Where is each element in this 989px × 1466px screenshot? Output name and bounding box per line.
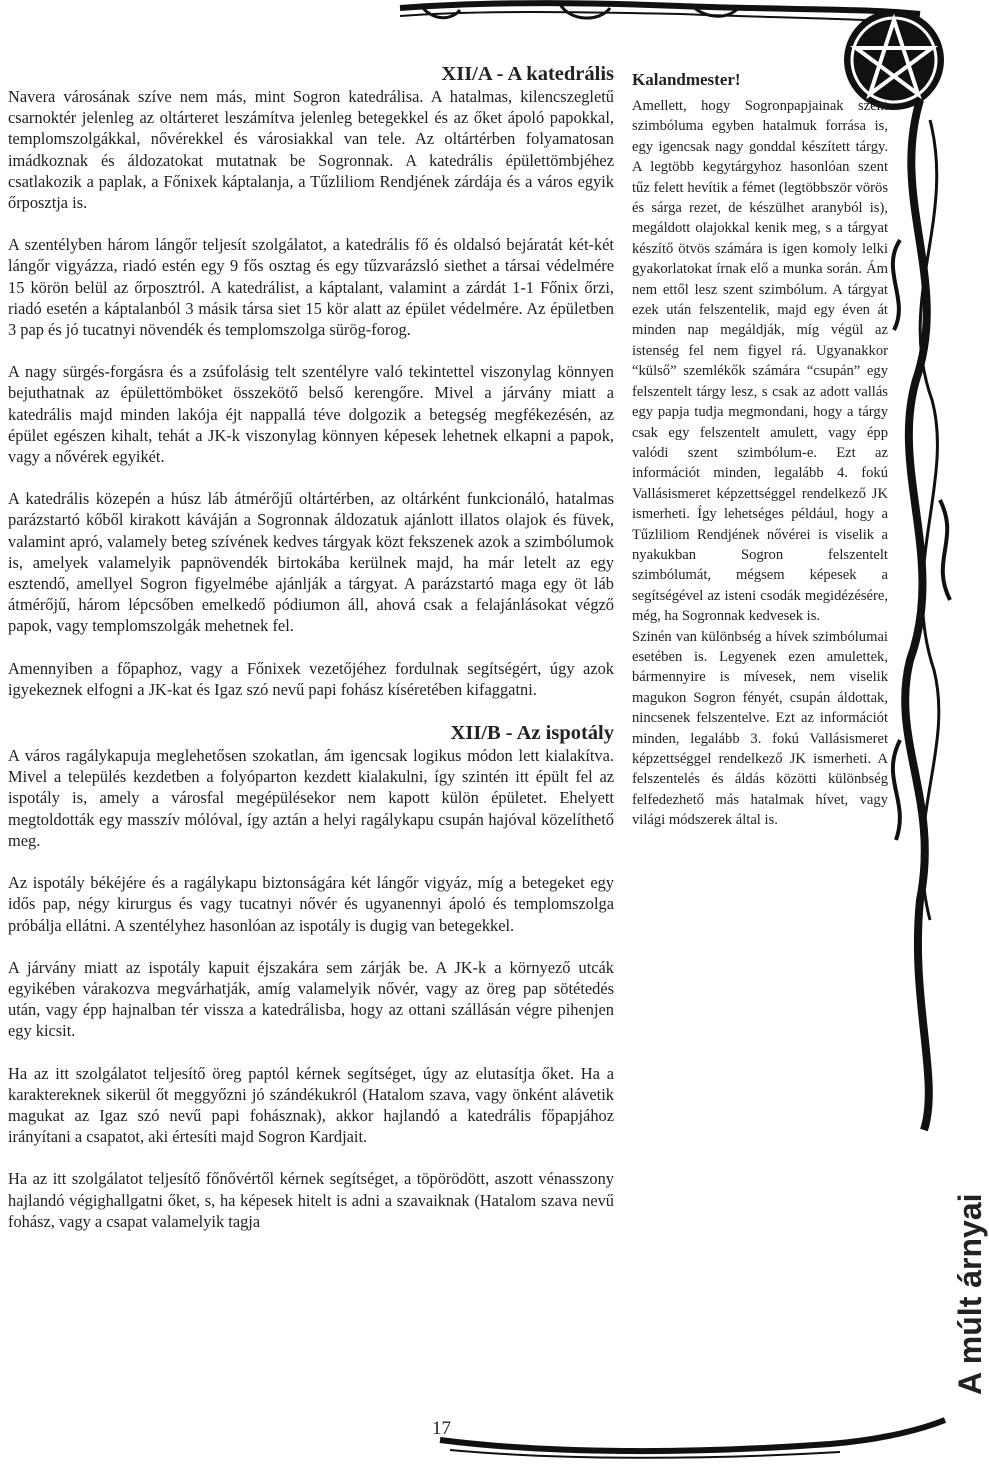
section-b-paragraph: Ha az itt szolgálatot teljesítő főnővértől kérnek segítséget, a töpörödött, aszott vénasszony hajlandó végighallgatni őket, s, ha képesek hitelt is adni a szavaiknak (Hatalom szava nevű fohász, vagy a csapat valamelyik tagja <box>8 1169 614 1231</box>
section-a-paragraph: Navera városának szíve nem más, mint Sogron katedrálisa. A hatalmas, kilencszegletű csarnoktér jelenleg az oltárteret leszámítva jelenleg betegekkel és az őket ápoló papokkal, templomszolgákkal, nővérekkel és városiakkal van tele. Az oltártérben folyamatosan imádkoznak és áldozatokat mutatnak be Sogronnak. A katedrális épülettömbjéhez csatlakozik a paplak, a Főnixek káptalanja, a Tűzliliom Rendjének zárdája és a város egyik őrposztja is. <box>8 87 614 213</box>
book-title-vertical <box>918 1150 988 1395</box>
section-a-paragraph: A katedrális közepén a húsz láb átmérőjű oltártérben, az oltárként funkcionáló, hatalmas parázstartó kőből kirakott káváján a Sogronnak áldozatuk ajánlott illatos olajok és füvek, valamint apró, valamely beteg szívének kedves tárgyak közt fekszenek azok a szimbólumok is, amelyek valamelyik papnövendék birtokába kerülnek majd, ha már letelt az egy esztendő, amellyel Sogron figyelmébe ajánlják a tárgyat. A parázstartó maga egy öt láb átmérőjű, három lépcsőben emelkedő pódiumon áll, ahová csak a felajánlásokat végző papok, vagy templomszolgák mehetnek fel. <box>8 489 614 636</box>
celtic-knot-bottom-ornament <box>430 1400 950 1460</box>
sidebar-paragraph: Amellett, hogy Sogronpapjainak szent szimbóluma egyben hatalmuk forrása is, egy igencsak nagy gonddal készített tárgy. A legtöbb kegytárgyhoz hasonlóan szent tűz felett hevítik a fémet (legtöbbször vörös és sárga rezet, de készülhet aranyból is), megáldott olajokkal kenik meg, s a tárgyat készítő ötvös számára is igen komoly lelki gyakorlatokat írnak elő a munka során. Ám nem ettől lesz szent szimbólum. A tárgyat ezek után felszentelik, majd egy éven át minden nap megáldják, míg végül az istenség fel nem figyel rá. Ugyanakkor “külső” szemlékők számára “csupán” egy felszentelt tárgy lesz, s csak az adott vallás egy papja tudja megmondani, hogy a tárgy csak egy felszentelt amulett, vagy épp valódi szent szimbólum-e. Ezt az információt minden, legalább 4. fokú Vallásismeret képzettséggel rendelkező JK ismerheti. Így lehetséges például, hogy a Tűzliliom Rendjének nővérei is viselik a nyakukban Sogron felszentelt szimbólumát, mégsem képesek a segítségével az isteni csodák megidézésére, még, ha Sogronnak kedvesek is. <box>632 98 888 625</box>
section-a-paragraph: Amennyiben a főpaphoz, vagy a Főnixek vezetőjéhez fordulnak segítségért, úgy azok igyekeznek elfogni a JK-kat és Igaz szó nevű papi fohász kíséretében kifaggatni. <box>8 658 614 699</box>
section-b-paragraph: A város ragálykapuja meglehetősen szokatlan, ám igencsak logikus módon lett kialakítva. Mivel a település kezdetben a folyóparton kezdett kialakulni, így szintén itt épült fel az ispotály is, amely a városfal megépülésekor nem kapott külön épületet. Ehelyett megtoldották egy masszív mólóval, így aztán a helyi ragálykapu csupán hajóval közelíthető meg. <box>8 746 614 850</box>
section-b-title: XII/B - Az ispotály <box>450 722 614 745</box>
main-column <box>8 62 614 1253</box>
sidebar-box <box>632 62 888 831</box>
section-a-paragraph: A nagy sürgés-forgásra és a zsúfolásig telt szentélyre való tekintettel viszonylag könnyen bejuthatnak az épülettömböket összekötő belső kerengőre. Mivel a járvány miatt a katedrális majd minden lakója éjt nappallá téve dolgozik a betegség megfékezésén, az épület egészen kihalt, tehát a JK-k viszonylag könnyen képesek lehetnek elkapni a papok, vagy a nővérek egyikét. <box>8 362 614 467</box>
book-title-text: A múlt árnyai <box>952 1193 988 1395</box>
section-b-paragraph: A járvány miatt az ispotály kapuit éjszakára sem zárják be. A JK-k a környező utcák egyikében várakozva megvárhatják, amíg valamelyik nővér, vagy az öreg pap sötétedés után, vagy épp hajnalban tér vissza a katedrálisba, hogy az ottani szállásán végre pihenjen egy kicsit. <box>8 957 614 1041</box>
section-a-paragraph: A szentélyben három lángőr teljesít szolgálatot, a katedrális fő és oldalsó bejáratát két-két lángőr vigyázza, riadó estén egy 9 fős osztag és egy tűzvarázsló siethet a társai védelmére 15 körön belül az őrposztról. A katedrálist, a káptalant, valamint a zárdát 1-1 Főnix őrzi, riadó esetén a káptalanból 3 másik társa siet 15 kör alatt az épület védelmére. Az épületben 3 pap és jó tucatnyi növendék és templomszolga sürög-forog. <box>8 235 614 340</box>
sidebar-paragraph: Szinén van különbség a hívek szimbólumai esetében is. Legyenek ezen amulettek, bármennyire is mívesek, nem viselik magukon Sogron fényét, csupán áldottak, nincsenek felszentelve. Ezt az információt minden, legalább 3. fokú Vallásismeret képzettséggel rendelkező JK ismerheti. A felszentelés és áldás közötti különbség felfedezhető más hatalmak hívet, vagy világi módszerek által is. <box>632 628 888 829</box>
section-b-paragraph: Az ispotály békéjére és a ragálykapu biztonságára két lángőr vigyáz, míg a betegeket egy idős pap, négy kirurgus és vagy tucatnyi nővér és ugyanennyi ápoló és templomszolga próbálja ellátni. A szentélyhez hasonlóan az ispotály is dugig van betegekkel. <box>8 873 614 935</box>
section-b-paragraph: Ha az itt szolgálatot teljesítő öreg paptól kérnek segítséget, úgy az elutasítja őket. Ha a karaktereknek sikerül őt meggyőzni jó szándékukról (Hatalom szava, vagy önként alávetik magukat az Igaz szó nevű papi fohásznak), akkor hajlandó a katedrális főpapjához irányítani a csapatot, aki értesíti majd Sogron Kardjait. <box>8 1063 614 1147</box>
sidebar-title: Kalandmester! <box>632 70 741 89</box>
page-number: 17 <box>432 1418 451 1439</box>
celtic-knot-side-ornament <box>880 40 960 1140</box>
section-a-title: XII/A - A katedrális <box>441 63 614 85</box>
